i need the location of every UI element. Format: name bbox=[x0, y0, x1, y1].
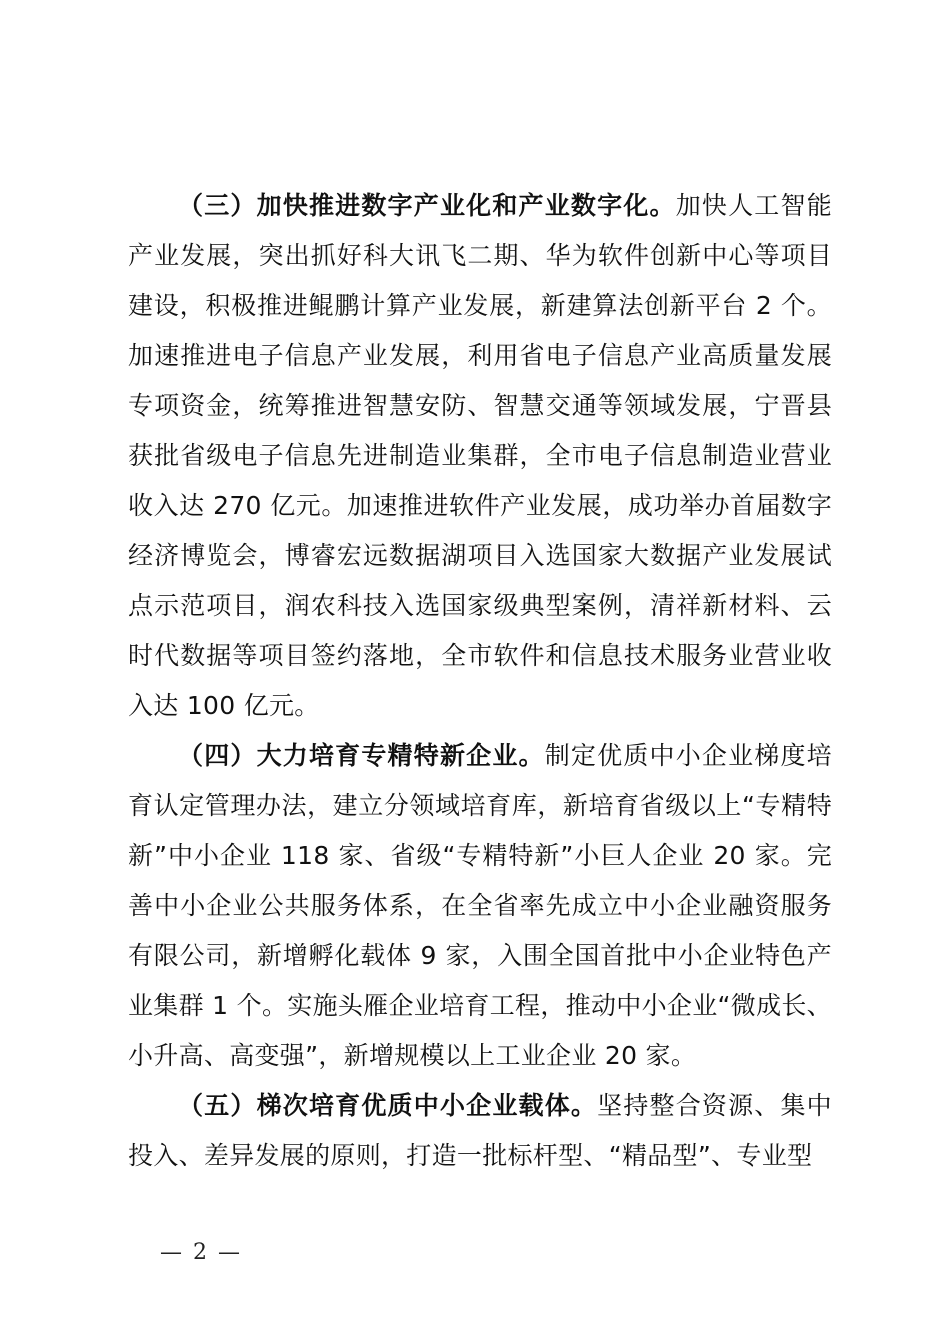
paragraph-body-4: 制定优质中小企业梯度培育认定管理办法，建立分领域培育库，新培育省级以上“专精特新”中小企业 118 家、省级“专精特新”小巨人企业 20 家。完善中小企业公共服务体系，在全省率先成立中小企业融资服务有限公司，新增孵化载体 9 家，入围全国首批中小企业特色产业集群 1 个。实施头雁企业培育工程，推动中小企业“微成长、小升高、高变强”，新增规模以上工业企业 20 家。 bbox=[128, 741, 832, 1070]
section-heading-4: （四）大力培育专精特新企业。 bbox=[178, 741, 545, 770]
page-number: — 2 — bbox=[160, 1240, 242, 1265]
paragraph-body-5: 坚持整合资源、集中投入、差异发展的原则，打造一批标杆型、“精品型”、专业型 bbox=[128, 1091, 832, 1170]
paragraph-4 bbox=[128, 731, 832, 1081]
paragraph-body-3: 加快人工智能产业发展，突出抓好科大讯飞二期、华为软件创新中心等项目建设，积极推进鲲鹏计算产业发展，新建算法创新平台 2 个。加速推进电子信息产业发展，利用省电子信息产业高质量发展专项资金，统筹推进智慧安防、智慧交通等领域发展，宁晋县获批省级电子信息先进制造业集群，全市电子信息制造业营业收入达 270 亿元。加速推进软件产业发展，成功举办首届数字经济博览会，博睿宏远数据湖项目入选国家大数据产业发展试点示范项目，润农科技入选国家级典型案例，清祥新材料、云时代数据等项目签约落地，全市软件和信息技术服务业营业收入达 100 亿元。 bbox=[128, 191, 832, 720]
paragraph-3 bbox=[128, 181, 832, 731]
section-heading-5: （五）梯次培育优质中小企业载体。 bbox=[178, 1091, 598, 1120]
document-body bbox=[128, 181, 832, 1181]
paragraph-5 bbox=[128, 1081, 832, 1181]
section-heading-3: （三）加快推进数字产业化和产业数字化。 bbox=[178, 191, 676, 220]
